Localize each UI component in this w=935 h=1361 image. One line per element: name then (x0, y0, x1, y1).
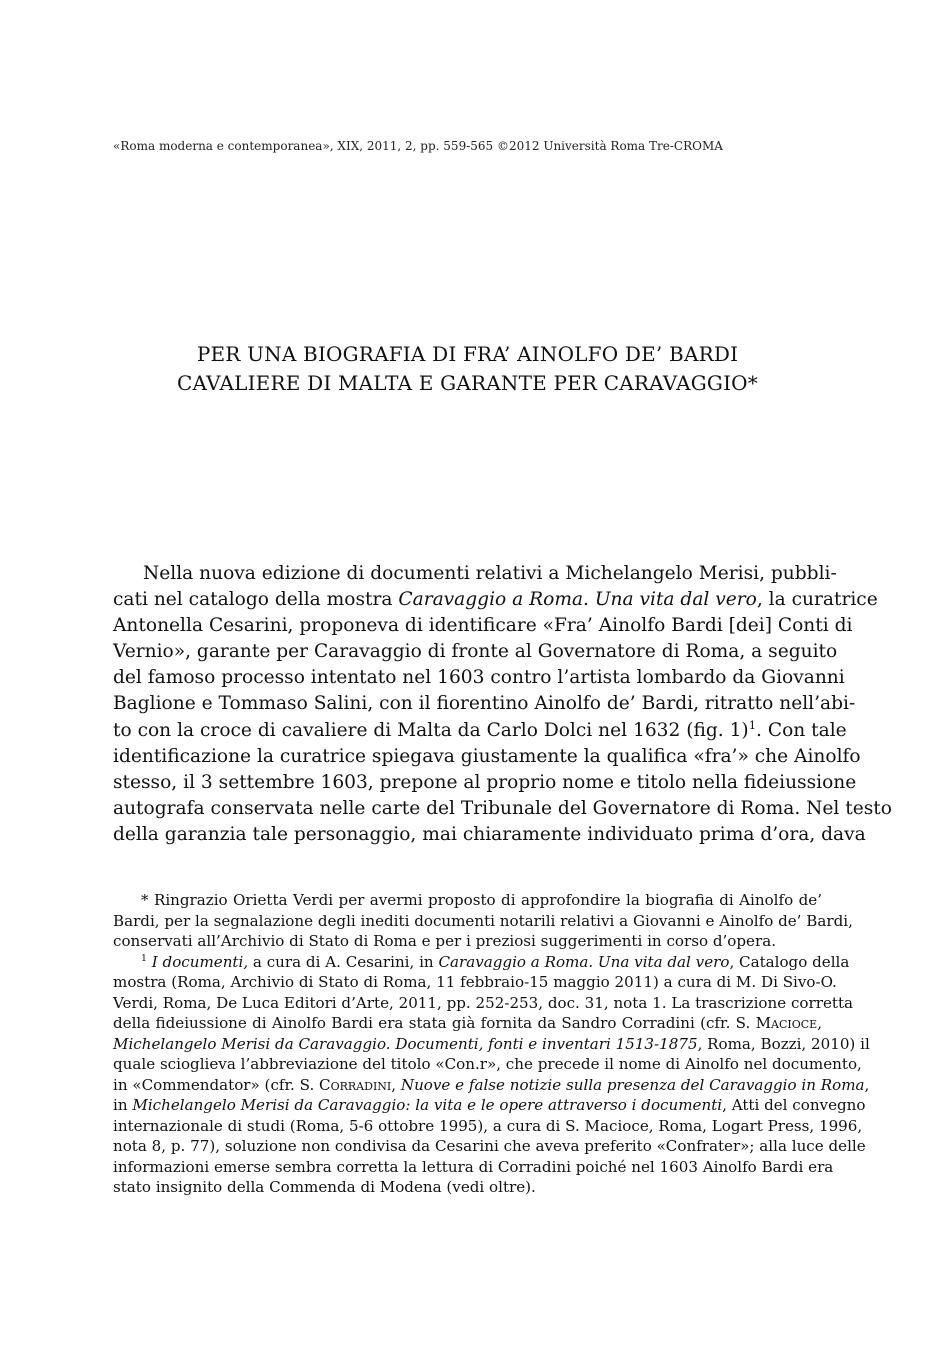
footnote-1-line: $^1$ I documenti, a cura di A. Cesarini, in Caravaggio a Roma. Una vita dal vero, Catalogo della (141, 952, 850, 971)
body-line: Vernio», garante per Caravaggio di fronte al Governatore di Roma, a seguito (113, 641, 838, 663)
footnote-1-line: quale scioglieva l’abbreviazione del titolo «Con.r», che precede il nome di Ainolfo nel documento, (113, 1055, 862, 1073)
footnote-1-line: nota 8, p. 77), soluzione non condivisa da Cesarini che aveva preferito «Confrater»; alla luce delle (113, 1137, 866, 1155)
body-line: stesso, il 3 settembre 1603, prepone al proprio nome e titolo nella fideiussione (113, 771, 857, 793)
body-line: to con la croce di cavaliere di Malta da Carlo Dolci nel 1632 (fig. 1)$^1$. Con tale (113, 717, 847, 741)
footnote-1-line: Michelangelo Merisi da Caravaggio. Documenti, fonti e inventari 1513-1875, Roma, Bozzi, 2010) il (113, 1034, 870, 1053)
body-paragraph (113, 561, 892, 848)
body-line: Antonella Cesarini, proponeva di identificare «Fra’ Ainolfo Bardi [dei] Conti di (113, 615, 853, 637)
body-line: della garanzia tale personaggio, mai chiaramente individuato prima d’ora, dava (113, 823, 866, 845)
body-line: autografa conservata nelle carte del Tribunale del Governatore di Roma. Nel testo (113, 797, 892, 819)
footnote-1-line: della fideiussione di Ainolfo Bardi era stata già fornita da Sandro Corradini (cfr. S. Macioce, (113, 1014, 822, 1032)
footnote-1-line: in «Commendator» (cfr. S. Corradini, Nuove e false notizie sulla presenza del Caravaggio in Roma, (113, 1075, 870, 1094)
footnote-1-line: in Michelangelo Merisi da Caravaggio: la vita e le opere attraverso i documenti, Atti del convegno (113, 1096, 866, 1114)
body-line: cati nel catalogo della mostra Caravaggio a Roma. Una vita dal vero, la curatrice (113, 589, 878, 611)
footnote-star-line: Bardi, per la segnalazione degli inediti documenti notarili relativi a Giovanni e Ainolfo de’ Bardi, (113, 911, 853, 930)
footnote-reference: 1 (748, 717, 757, 732)
article-title (113, 340, 822, 398)
footnotes (113, 890, 870, 1198)
article-title-line-1: PER UNA BIOGRAFIA DI FRA’ AINOLFO DE’ BARDI (196, 342, 739, 366)
body-line: identificazione la curatrice spiegava giustamente la qualifica «fra’» che Ainolfo (113, 745, 861, 767)
journal-citation-header: «Roma moderna e contemporanea», XIX, 2011, 2, pp. 559-565 ©2012 Università Roma Tre-CROMA (113, 139, 723, 153)
footnote-1-marker: 1 (141, 952, 147, 964)
footnote-star-line: * Ringrazio Orietta Verdi per avermi proposto di approfondire la biografia di Ainolfo de’ (141, 891, 822, 909)
article-title-line-2: CAVALIERE DI MALTA E GARANTE PER CARAVAGGIO* (177, 371, 758, 395)
exhibition-title: Caravaggio a Roma. Una vita dal vero (398, 589, 757, 611)
footnote-1-line: informazioni emerse sembra corretta la lettura di Corradini poiché nel 1603 Ainolfo Bardi era (113, 1157, 834, 1176)
body-line: Baglione e Tommaso Salini, con il fiorentino Ainolfo de’ Bardi, ritratto nell’abi- (113, 693, 856, 715)
footnote-1-line: Verdi, Roma, De Luca Editori d’Arte, 2011, pp. 252-253, doc. 31, nota 1. La trascrizione corretta (113, 993, 854, 1012)
footnote-1-line: stato insignito della Commenda di Modena (vedi oltre). (113, 1178, 536, 1196)
footnote-1-line: mostra (Roma, Archivio di Stato di Roma, 11 febbraio-15 maggio 2011) a cura di M. Di Sivo-O. (113, 973, 837, 991)
body-line: del famoso processo intentato nel 1603 contro l’artista lombardo da Giovanni (113, 667, 845, 689)
footnote-star-line: conservati all’Archivio di Stato di Roma e per i preziosi suggerimenti in corso d’opera. (113, 932, 776, 950)
footnote-1-line: internazionale di studi (Roma, 5-6 ottobre 1995), a cura di S. Macioce, Roma, Logart Press, 1996, (113, 1116, 863, 1135)
body-line: Nella nuova edizione di documenti relativi a Michelangelo Merisi, pubbli- (143, 563, 837, 584)
